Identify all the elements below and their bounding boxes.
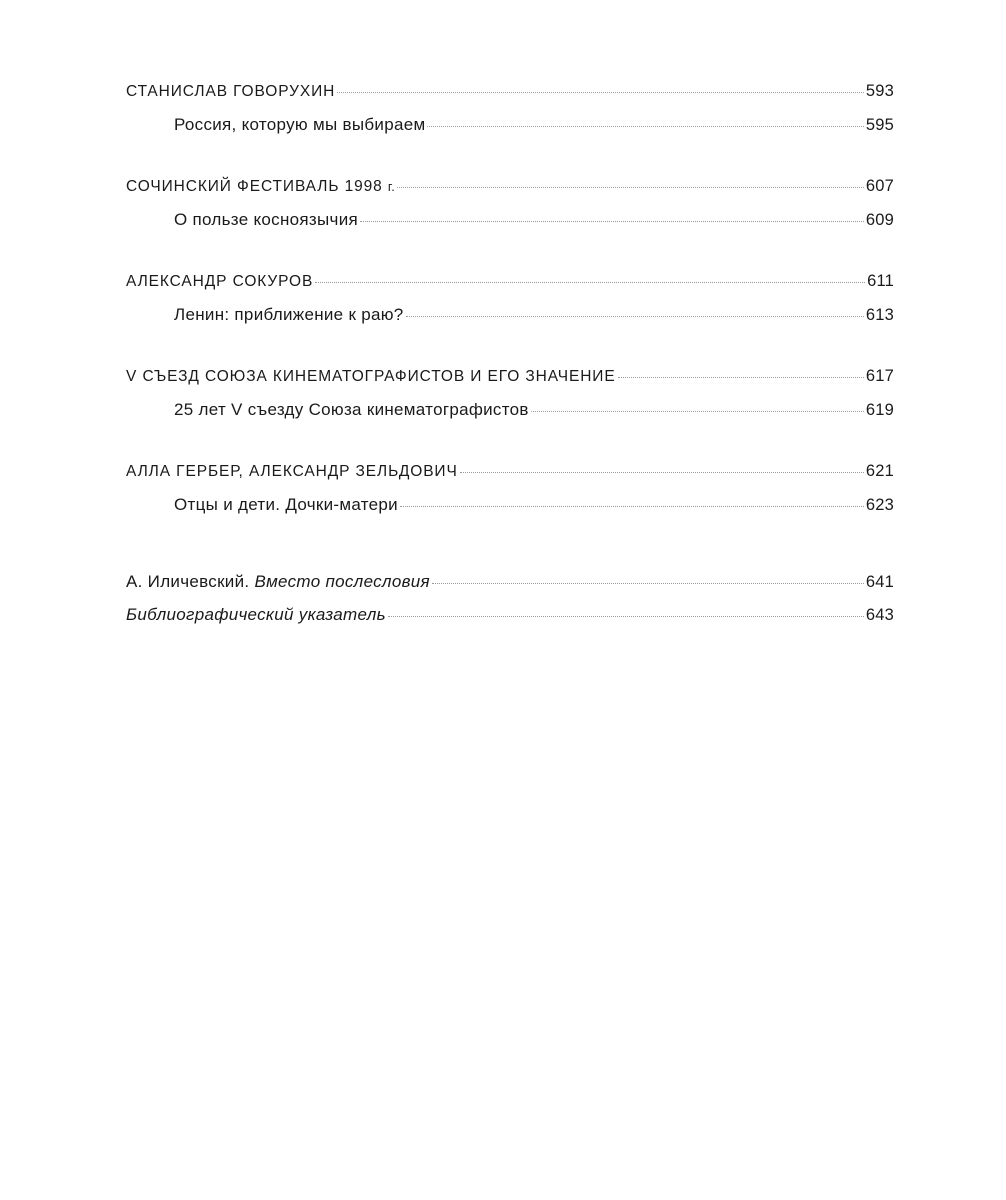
spacer (126, 528, 894, 572)
dot-leader (397, 187, 864, 188)
dot-leader (360, 221, 864, 222)
section-title: V СЪЕЗД СОЮЗА КИНЕМАТОГРАФИСТОВ И ЕГО ЗНАЧЕНИЕ (126, 368, 616, 385)
section-title: АЛЕКСАНДР СОКУРОВ (126, 273, 314, 290)
spacer (126, 433, 894, 462)
page-number: 643 (865, 606, 894, 624)
table-of-contents (126, 82, 894, 638)
toc-section-row[interactable] (126, 462, 894, 495)
toc-appendix-row[interactable] (126, 605, 894, 638)
toc-subsection-row[interactable] (126, 400, 894, 433)
dot-leader (388, 616, 864, 617)
page-number: 641 (865, 573, 894, 591)
toc-subsection-row[interactable] (126, 115, 894, 148)
dot-leader (337, 92, 864, 93)
toc-appendix-row[interactable] (126, 572, 894, 605)
toc-section-row[interactable] (126, 272, 894, 305)
page-number: 621 (865, 462, 894, 480)
section-title-suffix: г. (387, 180, 396, 194)
subsection-title: Россия, которую мы выбираем (174, 115, 426, 134)
dot-leader (432, 583, 864, 584)
section-title: АЛЛА ГЕРБЕР, АЛЕКСАНДР ЗЕЛЬДОВИЧ (126, 463, 458, 480)
appendix-work-title: Вместо послесловия (254, 572, 430, 591)
page-number: 623 (865, 496, 894, 514)
dot-leader (406, 316, 864, 317)
subsection-title: О пользе косноязычия (174, 210, 358, 229)
toc-section-row[interactable] (126, 177, 894, 210)
dot-leader (427, 126, 863, 127)
spacer (126, 338, 894, 367)
section-title (126, 178, 395, 196)
dot-leader (400, 506, 864, 507)
appendix-title (126, 605, 386, 625)
section-title: СТАНИСЛАВ ГОВОРУХИН (126, 83, 336, 100)
page-number: 607 (865, 177, 894, 195)
subsection-title: Отцы и дети. Дочки-матери (174, 495, 398, 514)
dot-leader (531, 411, 864, 412)
toc-section-row[interactable] (126, 367, 894, 400)
page-number: 595 (865, 116, 894, 134)
toc-subsection-row[interactable] (126, 305, 894, 338)
subsection-title: 25 лет V съезду Союза кинематографистов (174, 400, 529, 419)
dot-leader (315, 282, 865, 283)
toc-section-row[interactable] (126, 82, 894, 115)
spacer (126, 148, 894, 177)
toc-subsection-row[interactable] (126, 210, 894, 243)
appendix-title (126, 572, 430, 592)
toc-subsection-row[interactable] (126, 495, 894, 528)
dot-leader (460, 472, 864, 473)
page-number: 609 (865, 211, 894, 229)
spacer (126, 243, 894, 272)
page-number: 617 (865, 367, 894, 385)
dot-leader (618, 377, 864, 378)
appendix-work-title: Библиографический указатель (126, 605, 386, 624)
page-number: 613 (865, 306, 894, 324)
page-number: 593 (865, 82, 894, 100)
subsection-title: Ленин: приближение к раю? (174, 305, 404, 324)
section-title-text: СОЧИНСКИЙ ФЕСТИВАЛЬ 1998 (126, 178, 383, 195)
page-number: 611 (867, 272, 894, 290)
appendix-author: А. Иличевский. (126, 572, 250, 591)
page-number: 619 (865, 401, 894, 419)
